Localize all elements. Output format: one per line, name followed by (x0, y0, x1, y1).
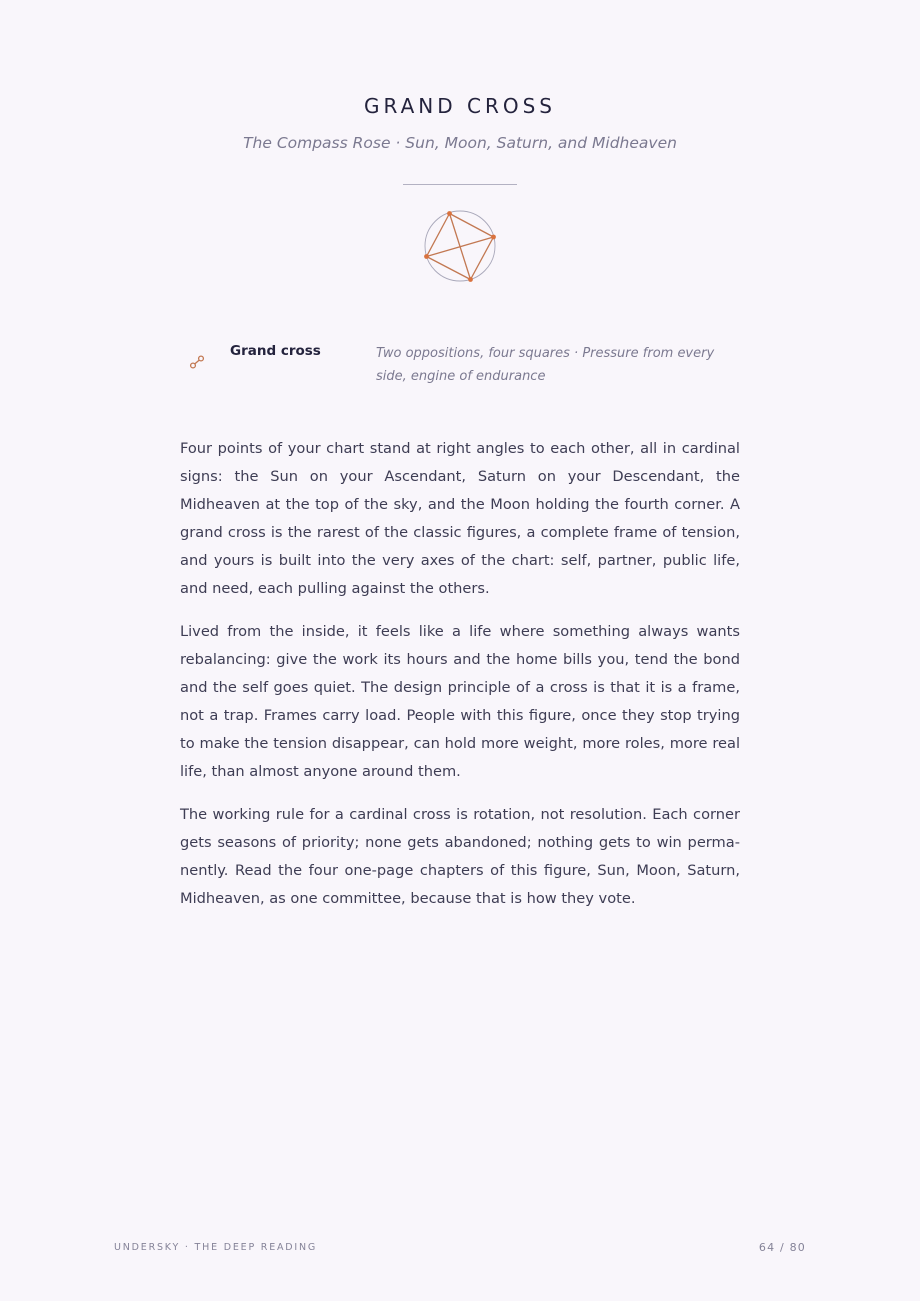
page-number: 64 / 80 (758, 1241, 806, 1254)
glyph-opposition-line (427, 237, 494, 257)
page-title: GRAND CROSS (364, 94, 556, 118)
glyph-point (424, 254, 429, 259)
aspect-row (186, 342, 746, 392)
page-subtitle: The Compass Rose · Sun, Moon, Saturn, and Midheaven (243, 134, 677, 152)
body-paragraph: The working rule for a cardinal cross is rotation, not resolution. Each corner gets seasons of priority; none gets abandoned; nothing gets to win permanently. Read the four one-page chapters of this figure, Sun, Moon, Saturn, Midheaven, as one committee, because that is how they vote. (180, 806, 740, 907)
glyph-square-line (427, 214, 450, 257)
opposition-icon (189, 354, 205, 370)
glyph-point (491, 235, 496, 240)
body-text (180, 435, 740, 928)
aspect-name: Grand cross (230, 343, 321, 359)
glyph-point (447, 211, 452, 216)
grand-cross-glyph-icon (420, 206, 500, 286)
footer-title: UNDERSKY · THE DEEP READING (114, 1242, 318, 1253)
body-paragraph: Four points of your chart stand at right angles to each other, all in cardinal signs: the Sun on your Ascendant, Saturn on your Descendant, the Midheaven at the top of the sky, and the Moon holding the fourth corner. A grand cross is the rarest of the classic figures, a complete frame of tension, and yours is built into the very axes of the chart: self, partner, public life, and need, each pulling against the others. (180, 440, 740, 597)
title-divider (403, 184, 517, 185)
glyph-point (468, 277, 473, 282)
aspect-description: Two oppositions, four squares · Pressure from every side, engine of endurance (376, 346, 715, 384)
body-paragraph: Lived from the inside, it feels like a life where something always wants rebalancing: give the work its hours and the home bills you, tend the bond and the self goes quiet. The design principle of a cross is that it is a frame, not a trap. Frames carry load. People with this figure, once they stop trying to make the tension disappear, can hold more weight, more roles, more real life, than almost anyone around them. (180, 623, 740, 780)
